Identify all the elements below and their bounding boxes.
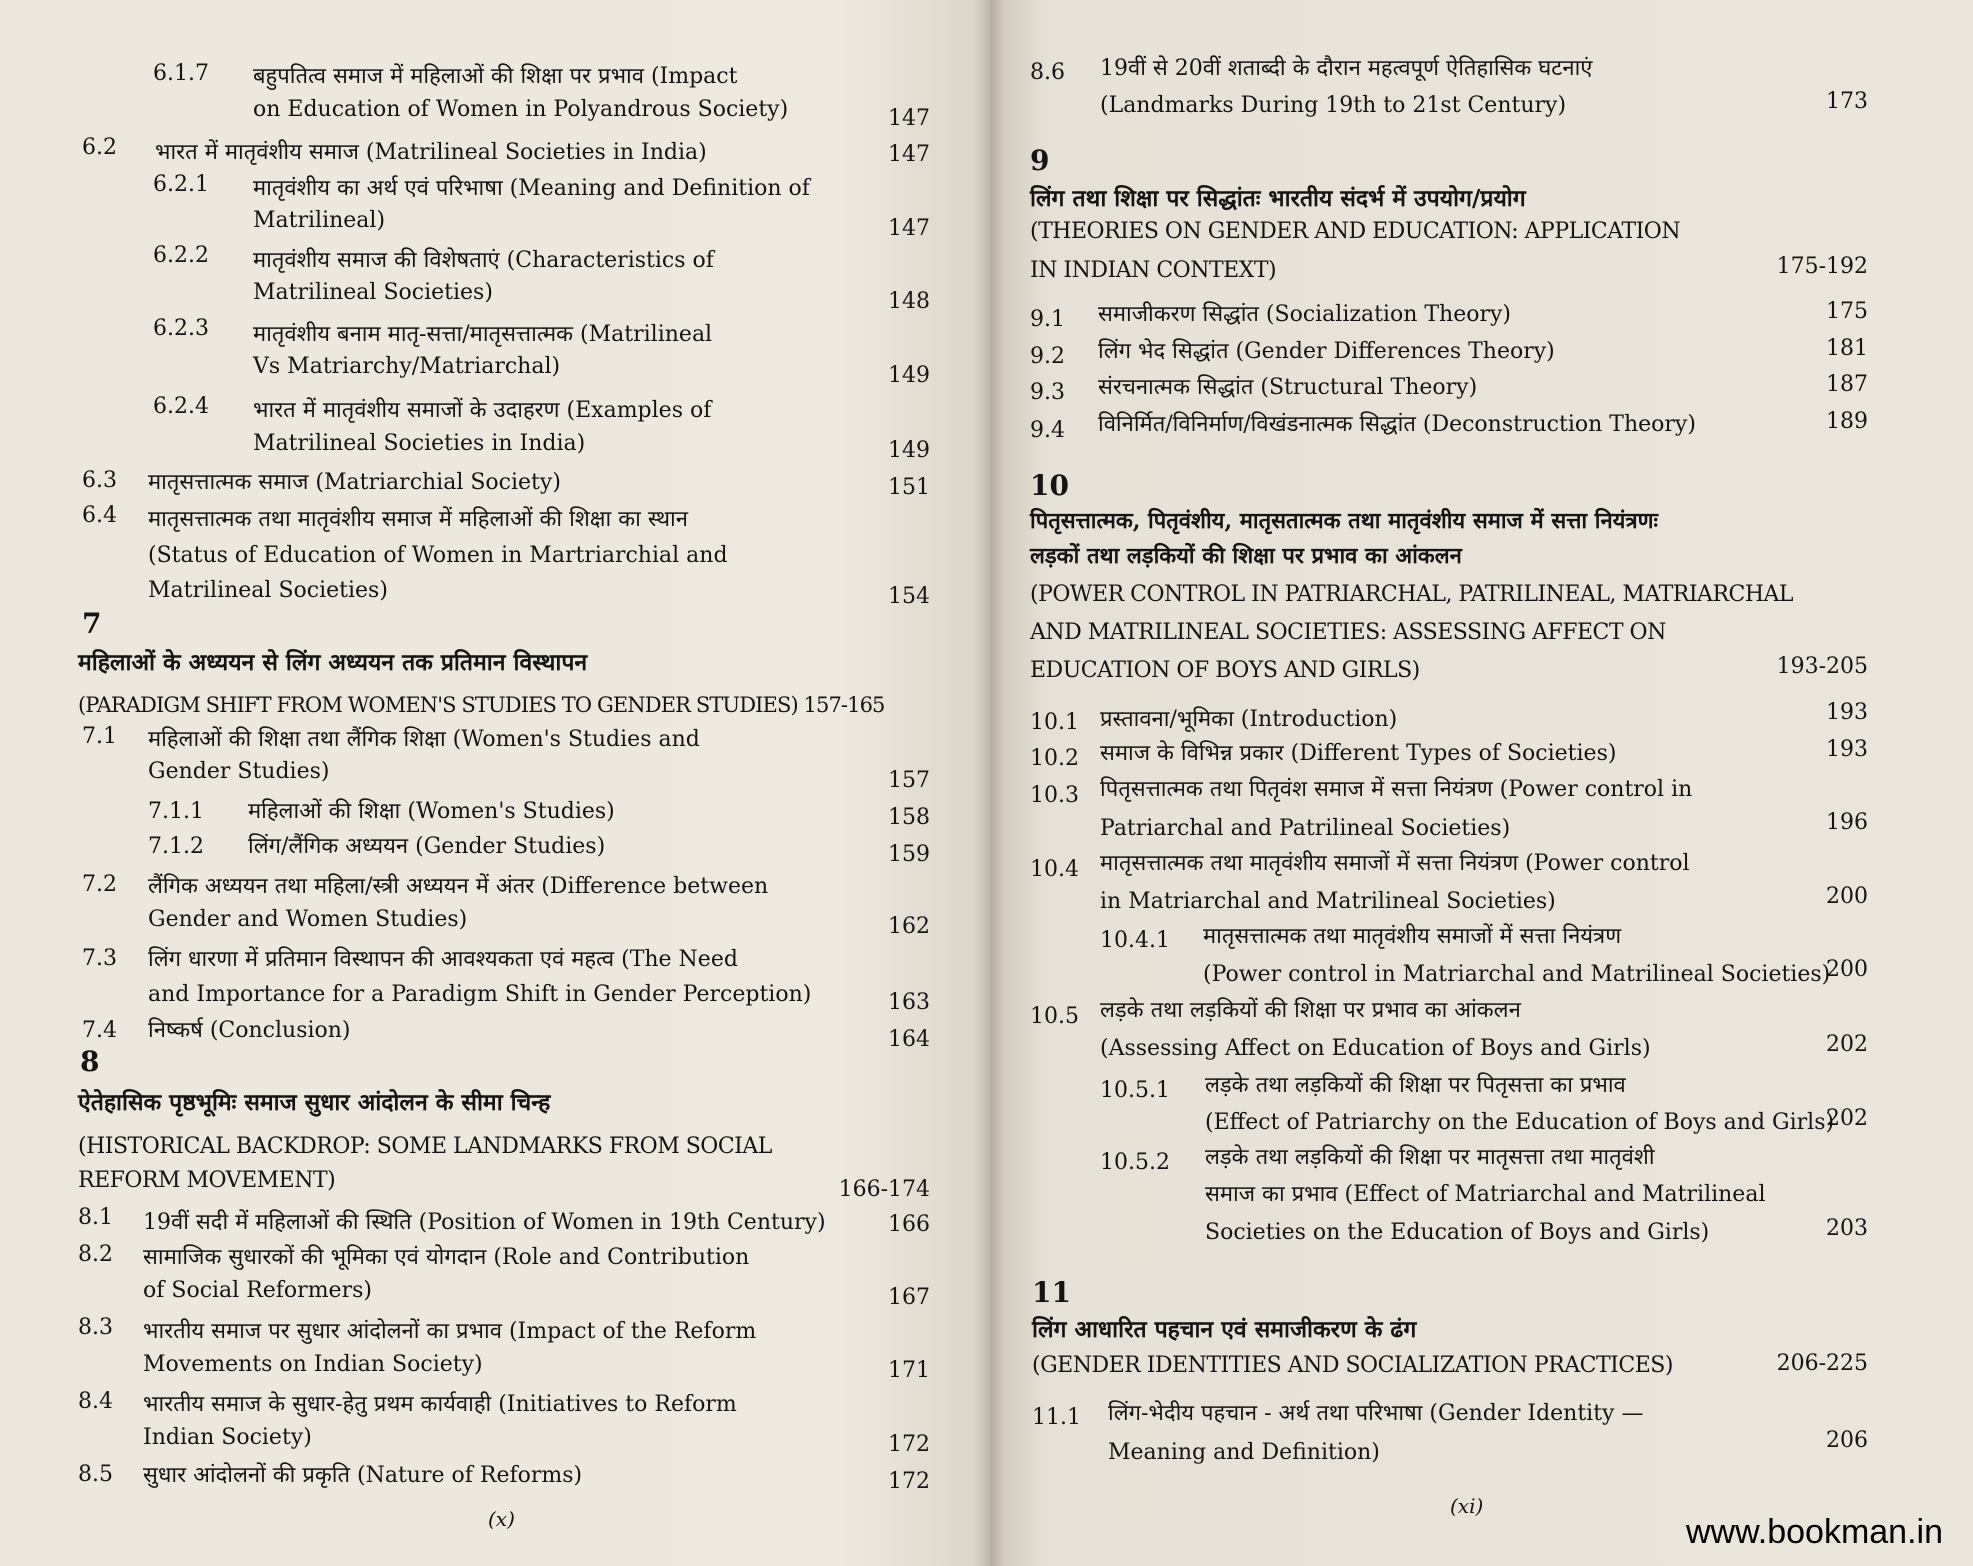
entry-text: (Power control in Matriarchal and Matrilineal Societies) xyxy=(1203,962,1831,987)
entry-text: 19वीं सदी में महिलाओं की स्थिति (Position of Women in 19th Century) xyxy=(143,1210,826,1235)
entry-number: 9.3 xyxy=(1030,380,1065,405)
entry-number: 8.1 xyxy=(78,1205,113,1230)
entry-text: on Education of Women in Polyandrous Society) xyxy=(253,97,789,122)
entry-text: भारत में मातृवंशीय समाज (Matrilineal Societies in India) xyxy=(155,140,707,165)
entry-number: 6.3 xyxy=(82,468,117,493)
entry-text: Matrilineal Societies) xyxy=(148,578,388,603)
page-number: 187 xyxy=(1826,372,1868,397)
entry-text: लिंग/लैंगिक अध्ययन (Gender Studies) xyxy=(248,834,606,859)
page-number: 151 xyxy=(888,475,930,500)
chapter-subtitle: REFORM MOVEMENT) xyxy=(78,1168,336,1193)
entry-text: (Assessing Affect on Education of Boys and Girls) xyxy=(1100,1036,1651,1061)
entry-text: Movements on Indian Society) xyxy=(143,1352,483,1377)
entry-text: Societies on the Education of Boys and Girls) xyxy=(1205,1220,1710,1245)
entry-number: 10.5.2 xyxy=(1100,1150,1170,1175)
entry-number: 6.2.1 xyxy=(153,172,209,197)
entry-text: सामाजिक सुधारकों की भूमिका एवं योगदान (Role and Contribution xyxy=(143,1245,750,1270)
entry-number: 6.2.3 xyxy=(153,316,209,341)
entry-text: बहुपतित्व समाज में महिलाओं की शिक्षा पर प्रभाव (Impact xyxy=(253,64,738,89)
page-folio: (xi) xyxy=(1450,1494,1484,1518)
entry-text: लिंग भेद सिद्धांत (Gender Differences Theory) xyxy=(1098,339,1555,364)
page-folio: (x) xyxy=(488,1507,515,1531)
entry-text: (Landmarks During 19th to 21st Century) xyxy=(1100,93,1567,118)
entry-text: महिलाओं की शिक्षा (Women's Studies) xyxy=(248,799,615,824)
entry-text: मातृसत्तात्मक तथा मातृवंशीय समाजों में सत्ता नियंत्रण (Power control xyxy=(1100,851,1690,876)
entry-text: विनिर्मित/विनिर्माण/विखंडनात्मक सिद्धांत (Deconstruction Theory) xyxy=(1098,412,1696,437)
entry-text: Patriarchal and Patrilineal Societies) xyxy=(1100,816,1511,841)
entry-number: 7.3 xyxy=(82,946,117,971)
chapter-page-range: 166-174 xyxy=(838,1177,930,1202)
page-number: 200 xyxy=(1826,957,1868,982)
page-number: 154 xyxy=(888,584,930,609)
page-number: 206 xyxy=(1826,1428,1868,1453)
page-number: 162 xyxy=(888,914,930,939)
page-number: 196 xyxy=(1826,810,1868,835)
entry-number: 6.2 xyxy=(82,135,117,160)
entry-text: लिंग धारणा में प्रतिमान विस्थापन की आवश्यकता एवं महत्व (The Need xyxy=(148,947,738,972)
page-number: 148 xyxy=(888,289,930,314)
entry-text: लिंग-भेदीय पहचान - अर्थ तथा परिभाषा (Gender Identity — xyxy=(1108,1401,1644,1426)
page-number: 159 xyxy=(888,842,930,867)
page-number: 164 xyxy=(888,1027,930,1052)
entry-text: लड़के तथा लड़कियों की शिक्षा पर मातृसत्ता तथा मातृवंशी xyxy=(1205,1145,1655,1170)
entry-number: 7.1.1 xyxy=(148,799,204,824)
chapter-title: लिंग आधारित पहचान एवं समाजीकरण के ढंग xyxy=(1032,1316,1417,1343)
entry-text: Matrilineal Societies) xyxy=(253,280,493,305)
page-number: 172 xyxy=(888,1469,930,1494)
chapter-subtitle: (HISTORICAL BACKDROP: SOME LANDMARKS FROM SOCIAL xyxy=(78,1134,772,1159)
chapter-title: ऐतेहासिक पृष्ठभूमिः समाज सुधार आंदोलन के सीमा चिन्ह xyxy=(78,1089,551,1116)
entry-text: मातृसत्तात्मक तथा मातृवंशीय समाजों में सत्ता नियंत्रण xyxy=(1203,924,1622,949)
page-number: 193 xyxy=(1826,700,1868,725)
chapter-subtitle: EDUCATION OF BOYS AND GIRLS) xyxy=(1030,658,1420,683)
entry-text: महिलाओं की शिक्षा तथा लैंगिक शिक्षा (Women's Studies and xyxy=(148,727,700,752)
chapter-number: 11 xyxy=(1032,1276,1071,1309)
book-gutter-shadow xyxy=(975,0,1005,1566)
entry-number: 8.4 xyxy=(78,1389,113,1414)
chapter-number: 8 xyxy=(80,1045,100,1078)
entry-number: 10.1 xyxy=(1030,710,1079,735)
entry-number: 7.1.2 xyxy=(148,834,204,859)
entry-text: भारत में मातृवंशीय समाजों के उदाहरण (Examples of xyxy=(253,398,712,423)
entry-number: 6.4 xyxy=(82,503,117,528)
entry-text: मातृवंशीय का अर्थ एवं परिभाषा (Meaning and Definition of xyxy=(253,176,810,201)
page-number: 200 xyxy=(1826,884,1868,909)
entry-number: 6.2.2 xyxy=(153,243,209,268)
entry-text: मातृसत्तात्मक समाज (Matriarchial Society) xyxy=(148,470,561,495)
entry-number: 11.1 xyxy=(1032,1405,1081,1430)
entry-number: 8.5 xyxy=(78,1462,113,1487)
chapter-title: महिलाओं के अध्ययन से लिंग अध्ययन तक प्रतिमान विस्थापन xyxy=(78,649,588,676)
chapter-page-range: 206-225 xyxy=(1776,1351,1868,1376)
entry-number: 10.5 xyxy=(1030,1004,1079,1029)
page-number: 157 xyxy=(888,768,930,793)
page-number: 193 xyxy=(1826,737,1868,762)
entry-number: 7.4 xyxy=(82,1018,117,1043)
chapter-subtitle: (THEORIES ON GENDER AND EDUCATION: APPLICATION xyxy=(1030,219,1681,244)
page-number: 173 xyxy=(1826,89,1868,114)
page-number: 147 xyxy=(888,142,930,167)
page-number: 149 xyxy=(888,363,930,388)
entry-number: 10.5.1 xyxy=(1100,1078,1170,1103)
chapter-title: लड़कों तथा लड़कियों की शिक्षा पर प्रभाव का आंकलन xyxy=(1030,543,1462,569)
entry-number: 10.4.1 xyxy=(1100,928,1170,953)
entry-text: मातृसत्तात्मक तथा मातृवंशीय समाज में महिलाओं की शिक्षा का स्थान xyxy=(148,507,688,532)
page-number: 147 xyxy=(888,216,930,241)
entry-text: लड़के तथा लड़कियों की शिक्षा पर प्रभाव का आंकलन xyxy=(1100,998,1521,1023)
entry-text: भारतीय समाज के सुधार-हेतु प्रथम कार्यवाही (Initiatives to Reform xyxy=(143,1392,737,1417)
page-number: 158 xyxy=(888,805,930,830)
entry-text: मातृवंशीय बनाम मातृ-सत्ता/मातृसत्तात्मक (Matrilineal xyxy=(253,322,713,347)
entry-text: निष्कर्ष (Conclusion) xyxy=(148,1018,351,1043)
entry-text: and Importance for a Paradigm Shift in Gender Perception) xyxy=(148,982,812,1007)
entry-number: 8.2 xyxy=(78,1242,113,1267)
entry-text: Indian Society) xyxy=(143,1425,312,1450)
entry-text: Meaning and Definition) xyxy=(1108,1440,1380,1465)
chapter-number: 10 xyxy=(1030,469,1069,502)
chapter-subtitle: IN INDIAN CONTEXT) xyxy=(1030,258,1277,283)
entry-number: 9.1 xyxy=(1030,307,1065,332)
entry-number: 7.2 xyxy=(82,872,117,897)
site-watermark: www.bookman.in xyxy=(1685,1513,1943,1551)
entry-number: 6.1.7 xyxy=(153,61,209,86)
entry-text: Matrilineal Societies in India) xyxy=(253,431,586,456)
entry-number: 7.1 xyxy=(82,724,117,749)
page-number: 172 xyxy=(888,1432,930,1457)
entry-text: सुधार आंदोलनों की प्रकृति (Nature of Reforms) xyxy=(143,1463,583,1488)
entry-text: of Social Reformers) xyxy=(143,1278,372,1303)
entry-number: 10.3 xyxy=(1030,783,1079,808)
chapter-title: पितृसत्तात्मक, पितृवंशीय, मातृसतात्मक तथा मातृवंशीय समाज में सत्ता नियंत्रणः xyxy=(1030,508,1658,534)
page-number: 202 xyxy=(1826,1106,1868,1131)
chapter-title: लिंग तथा शिक्षा पर सिद्धांतः भारतीय संदर्भ में उपयोग/प्रयोग xyxy=(1030,185,1526,212)
chapter-page-range: 193-205 xyxy=(1776,654,1868,679)
entry-text: पितृसत्तात्मक तथा पितृवंश समाज में सत्ता नियंत्रण (Power control in xyxy=(1100,777,1693,802)
entry-number: 10.2 xyxy=(1030,746,1079,771)
entry-number: 8.6 xyxy=(1030,60,1065,85)
page-number: 171 xyxy=(888,1358,930,1383)
page-number: 166 xyxy=(888,1212,930,1237)
page-number: 189 xyxy=(1826,409,1868,434)
page-number: 181 xyxy=(1826,336,1868,361)
page-number: 163 xyxy=(888,990,930,1015)
entry-text: in Matriarchal and Matrilineal Societies) xyxy=(1100,889,1556,914)
entry-text: लैंगिक अध्ययन तथा महिला/स्त्री अध्ययन में अंतर (Difference between xyxy=(148,874,769,899)
entry-text: मातृवंशीय समाज की विशेषताएं (Characteristics of xyxy=(253,248,714,273)
entry-text: (Effect of Patriarchy on the Education of Boys and Girls) xyxy=(1205,1110,1835,1135)
page-number: 167 xyxy=(888,1285,930,1310)
entry-text: (Status of Education of Women in Martriarchial and xyxy=(148,543,728,568)
page-number: 175 xyxy=(1826,299,1868,324)
page-number: 149 xyxy=(888,438,930,463)
entry-text: Matrilineal) xyxy=(253,208,386,233)
entry-number: 9.2 xyxy=(1030,344,1065,369)
chapter-subtitle: (PARADIGM SHIFT FROM WOMEN'S STUDIES TO GENDER STUDIES) 157-165 xyxy=(78,693,885,717)
chapter-subtitle: AND MATRILINEAL SOCIETIES: ASSESSING AFFECT ON xyxy=(1030,620,1666,645)
page-number: 203 xyxy=(1826,1216,1868,1241)
chapter-number: 9 xyxy=(1030,144,1050,177)
entry-text: 19वीं से 20वीं शताब्दी के दौरान महत्वपूर्ण ऐतिहासिक घटनाएं xyxy=(1100,56,1593,81)
entry-number: 10.4 xyxy=(1030,857,1079,882)
entry-text: Gender Studies) xyxy=(148,759,330,784)
chapter-subtitle: (POWER CONTROL IN PATRIARCHAL, PATRILINEAL, MATRIARCHAL xyxy=(1030,582,1794,607)
entry-number: 6.2.4 xyxy=(153,394,209,419)
entry-text: समाज का प्रभाव (Effect of Matriarchal and Matrilineal xyxy=(1205,1182,1766,1207)
entry-text: लड़के तथा लड़कियों की शिक्षा पर पितृसत्ता का प्रभाव xyxy=(1205,1073,1626,1098)
entry-number: 9.4 xyxy=(1030,418,1065,443)
entry-text: Gender and Women Studies) xyxy=(148,907,468,932)
entry-number: 8.3 xyxy=(78,1315,113,1340)
chapter-page-range: 175-192 xyxy=(1776,254,1868,279)
entry-text: प्रस्तावना/भूमिका (Introduction) xyxy=(1100,707,1398,732)
entry-text: Vs Matriarchy/Matriarchal) xyxy=(253,354,561,379)
chapter-number: 7 xyxy=(82,607,102,640)
page-number: 147 xyxy=(888,106,930,131)
chapter-subtitle: (GENDER IDENTITIES AND SOCIALIZATION PRACTICES) xyxy=(1032,1353,1673,1378)
entry-text: समाजीकरण सिद्धांत (Socialization Theory) xyxy=(1098,302,1511,327)
entry-text: संरचनात्मक सिद्धांत (Structural Theory) xyxy=(1098,375,1478,400)
entry-text: भारतीय समाज पर सुधार आंदोलनों का प्रभाव (Impact of the Reform xyxy=(143,1319,757,1344)
right-page xyxy=(990,0,1973,1566)
page-number: 202 xyxy=(1826,1032,1868,1057)
entry-text: समाज के विभिन्न प्रकार (Different Types of Societies) xyxy=(1100,741,1617,766)
